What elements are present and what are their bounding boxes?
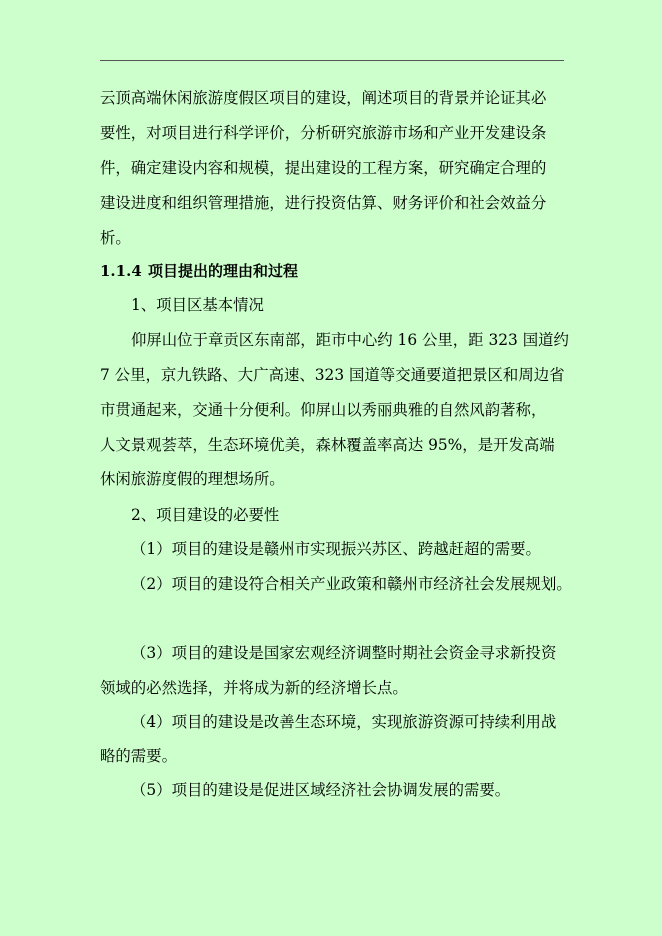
section-title: 项目提出的理由和过程 [148, 262, 299, 280]
intro-line-5: 析。 [100, 229, 131, 247]
header-rule [100, 60, 564, 61]
part1-line-1: 仰屏山位于章贡区东南部，距市中心约 16 公里，距 323 国道约 [131, 331, 569, 349]
part2-item-1: （1）项目的建设是赣州市实现振兴苏区、跨越赶超的需要。 [131, 540, 541, 558]
part1-line-2: 7 公里，京九铁路、大广高速、323 国道等交通要道把景区和周边省 [100, 366, 565, 384]
part2-item-3-line-2: 领域的必然选择，并将成为新的经济增长点。 [100, 679, 408, 697]
intro-line-3: 件，确定建设内容和规模，提出建设的工程方案，研究确定合理的 [100, 159, 547, 177]
part1-line-5: 休闲旅游度假的理想场所。 [100, 470, 285, 488]
section-heading [100, 261, 298, 281]
part1-heading: 1、项目区基本情况 [131, 296, 264, 314]
part1-line-4: 人文景观荟萃，生态环境优美，森林覆盖率高达 95%，是开发高端 [100, 436, 555, 454]
part2-heading: 2、项目建设的必要性 [131, 506, 280, 524]
intro-line-1: 云顶高端休闲旅游度假区项目的建设，阐述项目的背景并论证其必 [100, 89, 547, 107]
part2-item-4-line-1: （4）项目的建设是改善生态环境，实现旅游资源可持续利用战 [131, 713, 557, 731]
part2-item-4-line-2: 略的需要。 [100, 747, 177, 765]
intro-line-4: 建设进度和组织管理措施，进行投资估算、财务评价和社会效益分 [100, 194, 547, 212]
part2-item-5: （5）项目的建设是促进区域经济社会协调发展的需要。 [131, 781, 511, 799]
part1-line-3: 市贯通起来，交通十分便利。仰屏山以秀丽典雅的自然风韵著称， [100, 401, 547, 419]
part2-item-2: （2）项目的建设符合相关产业政策和赣州市经济社会发展规划。 [131, 575, 572, 593]
section-number: 1.1.4 [100, 262, 142, 280]
intro-line-2: 要性，对项目进行科学评价，分析研究旅游市场和产业开发建设条 [100, 124, 547, 142]
part2-item-3-line-1: （3）项目的建设是国家宏观经济调整时期社会资金寻求新投资 [131, 644, 557, 662]
